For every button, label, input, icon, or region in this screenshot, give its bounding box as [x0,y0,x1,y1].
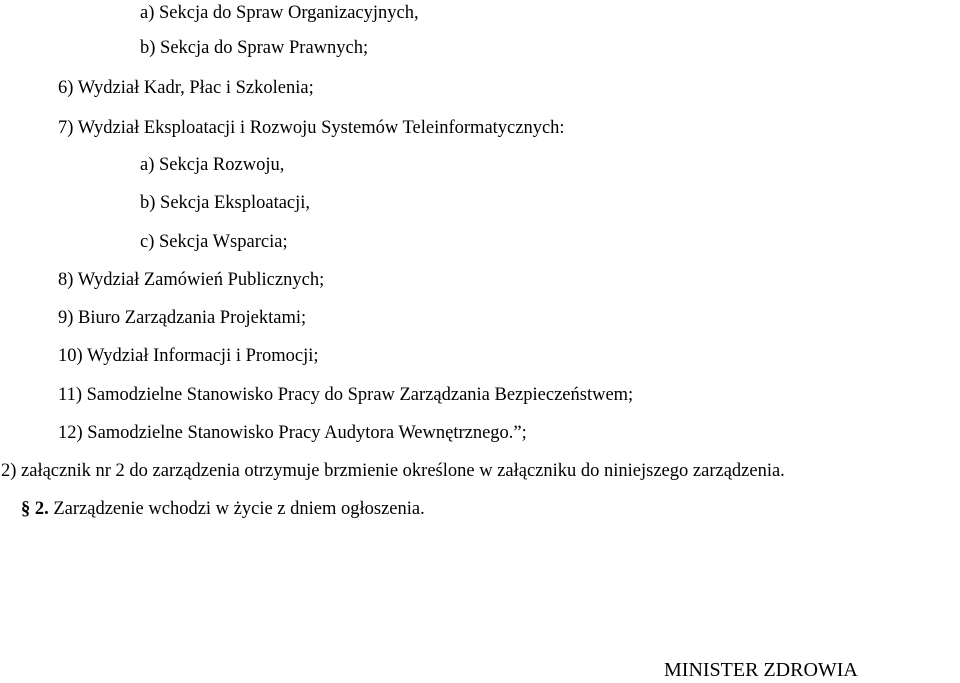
list-item: 10) Wydział Informacji i Promocji; [58,346,319,366]
section-text: Zarządzenie wchodzi w życie z dniem ogłoszenia. [53,499,425,519]
list-item: 6) Wydział Kadr, Płac i Szkolenia; [58,78,314,98]
list-item-sub: a) Sekcja do Spraw Organizacyjnych, [140,3,419,23]
list-item-sub: b) Sekcja Eksploatacji, [140,193,311,213]
list-item: 8) Wydział Zamówień Publicznych; [58,270,325,290]
list-item: 9) Biuro Zarządzania Projektami; [58,308,307,328]
section-paragraph [21,497,425,521]
list-item: 7) Wydział Eksploatacji i Rozwoju Systemów Teleinformatycznych: [58,118,565,138]
list-item-top: 2) załącznik nr 2 do zarządzenia otrzymuje brzmienie określone w załączniku do niniejszego zarządzenia. [1,461,785,481]
signature: MINISTER ZDROWIA [664,659,858,681]
list-item-sub: a) Sekcja Rozwoju, [140,155,285,175]
list-item: 11) Samodzielne Stanowisko Pracy do Spraw Zarządzania Bezpieczeństwem; [58,385,634,405]
list-item: 12) Samodzielne Stanowisko Pracy Audytora Wewnętrznego.”; [58,423,527,443]
list-item-sub: c) Sekcja Wsparcia; [140,232,288,252]
list-item-sub: b) Sekcja do Spraw Prawnych; [140,38,369,58]
section-number: § 2. [21,499,49,519]
